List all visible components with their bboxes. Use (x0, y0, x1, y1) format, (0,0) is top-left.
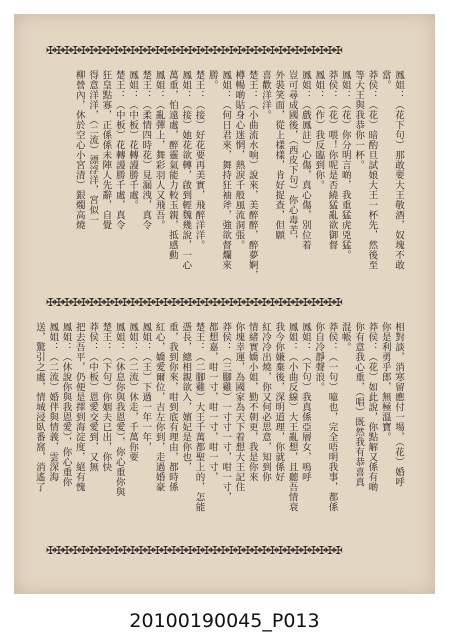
text-column: 鳳姐：（何日君來，舞持狂袖斧，強欲督爛來 (220, 70, 232, 270)
text-column: 鳳姐：（花）你分明言啲，我重猛虎兇猛。 (339, 70, 351, 260)
text-column: 鳳姐：（下句）我真係亞層女，嗚呼 (299, 322, 311, 482)
text-column: 鳳姐：（接）她花欲轉，啟到輕魏幾說，一心 (180, 70, 192, 270)
text-column: 鳳姐：（花下句）那敢要大王敬酒，奴塊不敢 (393, 70, 404, 270)
text-column: 紅心，嬌愛爾位，吉左你到，走過婚豪 (153, 322, 165, 492)
text-column: 鳳姐：（王）下過一年一年， (140, 322, 152, 452)
text-column: 得意洋洋，（二流）漂浮洋，宮似一 (87, 70, 99, 226)
top-ornament-border: ✠✠✠✠✠✠✠✠✠✠✠✠✠✠✠✠✠✠✠✠✠✠✠✠✠✠✠✠✠✠✠✠✠✠✠✠ (46, 46, 342, 56)
text-column: 你自冷靜聲浪。 (313, 322, 325, 392)
text-column: 楚王：（接）好花要再美實，飛醉洋洋。 (193, 70, 205, 250)
text-column: 鳳姐：（休說你與我恩愛），你心重你 (60, 322, 72, 488)
text-column: 莽侯：（一句）噫也，完全唔明我事，都係 (326, 322, 338, 512)
text-column: 鳳姐：（作）我反臨到你。 (313, 70, 325, 190)
text-column: 狂皇點寡，正係係未陣人先辭，自覺 (100, 70, 112, 230)
text-column: 莽侯：（中板）恩愛交愛到，又無 (87, 322, 99, 472)
image-caption: 20100190045_P013 (129, 610, 320, 632)
text-column: 相對談，消寒留應付一場，（花）婚呼 (393, 322, 404, 488)
text-column: 都想嘉，咁一寸，咁一寸，咁一寸， (206, 322, 218, 482)
text-column: 憑長，總相親欲入，嬪妃是你也， (180, 322, 192, 472)
text-column: 鳳姐：（二流）婚伴與情義，雲深海 (47, 322, 59, 482)
text-column: 外裝笑面，從上樣樣，肯好捉查，但願 (273, 70, 285, 240)
text-column: 混帳。 (339, 322, 351, 352)
bottom-ornament-border: ✠✠✠✠✠✠✠✠✠✠✠✠✠✠✠✠✠✠✠✠✠✠✠✠✠✠✠✠✠✠✠✠✠✠✠✠ (46, 546, 342, 556)
text-column: 莽侯：（花）喂！你呢是否繞猛亂欲御督 (326, 70, 338, 250)
text-column: 鳳姐：（休息你與我恩愛），你心重你與 (113, 322, 125, 498)
text-column: 萬重，怕遠處，醉靈氣能力較玉親，抵感動 (166, 70, 178, 260)
text-column: 樽暢啲貼身心迷惘，熱淚千般風流洞張。 (233, 70, 245, 250)
text-column: 把去吾平，仍便是擇到海淀度，絕有愧 (73, 322, 85, 492)
text-column: 豈可尋成國後，（西皮下句）你心毒苦， (286, 70, 298, 246)
text-column: 你塊幸運，為國家為天下着想大王記住 (233, 322, 245, 492)
text-column: 鳳姐：（二流）休走，千萬你要 (127, 322, 138, 462)
text-column: 莽侯：（花）如此說，你點解又係有啲 (366, 322, 378, 492)
text-column: 楚王：（下句）你姻夫已出，你快 (100, 322, 112, 472)
text-column: 紅冷冷出燒，你又何必思意，知到你 (260, 322, 271, 482)
text-column: 喜歡洋洋。 (260, 70, 271, 120)
text-column: 鳳姐：（小曲反線）大王亂想，且聽吾情衰 (286, 322, 298, 512)
text-column: 你有意我心重，（唱）既然我有恭喜真 (353, 322, 365, 488)
text-column: 情緒實嬌小姐，勤不朝更，我是你來 (246, 322, 258, 482)
text-column: 你是利勇乎郎，無極溫寶。 (379, 322, 391, 442)
text-column: 柳營內，休於空心小宮清）銀燭高燒 (73, 70, 85, 230)
text-column: 莽侯：（花）暗酌旦試娘大王一杯先，然後至 (366, 70, 378, 270)
text-column: 莽侯：（三腳雞）一寸寸一寸，咁一寸， (220, 322, 232, 502)
text-column: 送，驚引之處，情城浸臥番窩，消遙了 (33, 322, 45, 492)
middle-ornament-divider: ✠✠✠✠✠✠✠✠✠✠✠✠✠✠✠✠✠✠✠✠✠✠✠✠✠✠✠✠✠✠✠✠✠✠✠✠ (46, 298, 342, 308)
text-column: 鳳姐：（亂彈上，舞彩羽人又飛吾。 (153, 70, 165, 230)
text-column: 勝。 (206, 70, 218, 90)
text-column: 鳳姐：（中板）花轉謾勝千處。 (127, 70, 138, 210)
text-column: 楚王：（小曲流水响）說來，美醉醉，醉夢婀， (246, 70, 258, 280)
text-column: 等大王與我恭你一杯。 (353, 70, 365, 170)
text-column: 楚王：（二腳雞）大王千萬都聖上的，怎能 (193, 322, 205, 512)
text-column: 重，我到你來，咁到底有理由，都時係 (166, 322, 178, 492)
text-column: 楚王：（柔情四時花）見漏洩，真令 (140, 70, 152, 230)
text-column: 我今你嫌棄後，深明道理，你就係好 (273, 322, 285, 482)
text-column: 鳳姐：（戲鳳註）心傷，真心傷，別位着 (299, 70, 311, 250)
text-column: 楚王：（中板）花轉謾勝千處，真令 (113, 70, 125, 230)
text-column: 當。 (379, 70, 391, 90)
